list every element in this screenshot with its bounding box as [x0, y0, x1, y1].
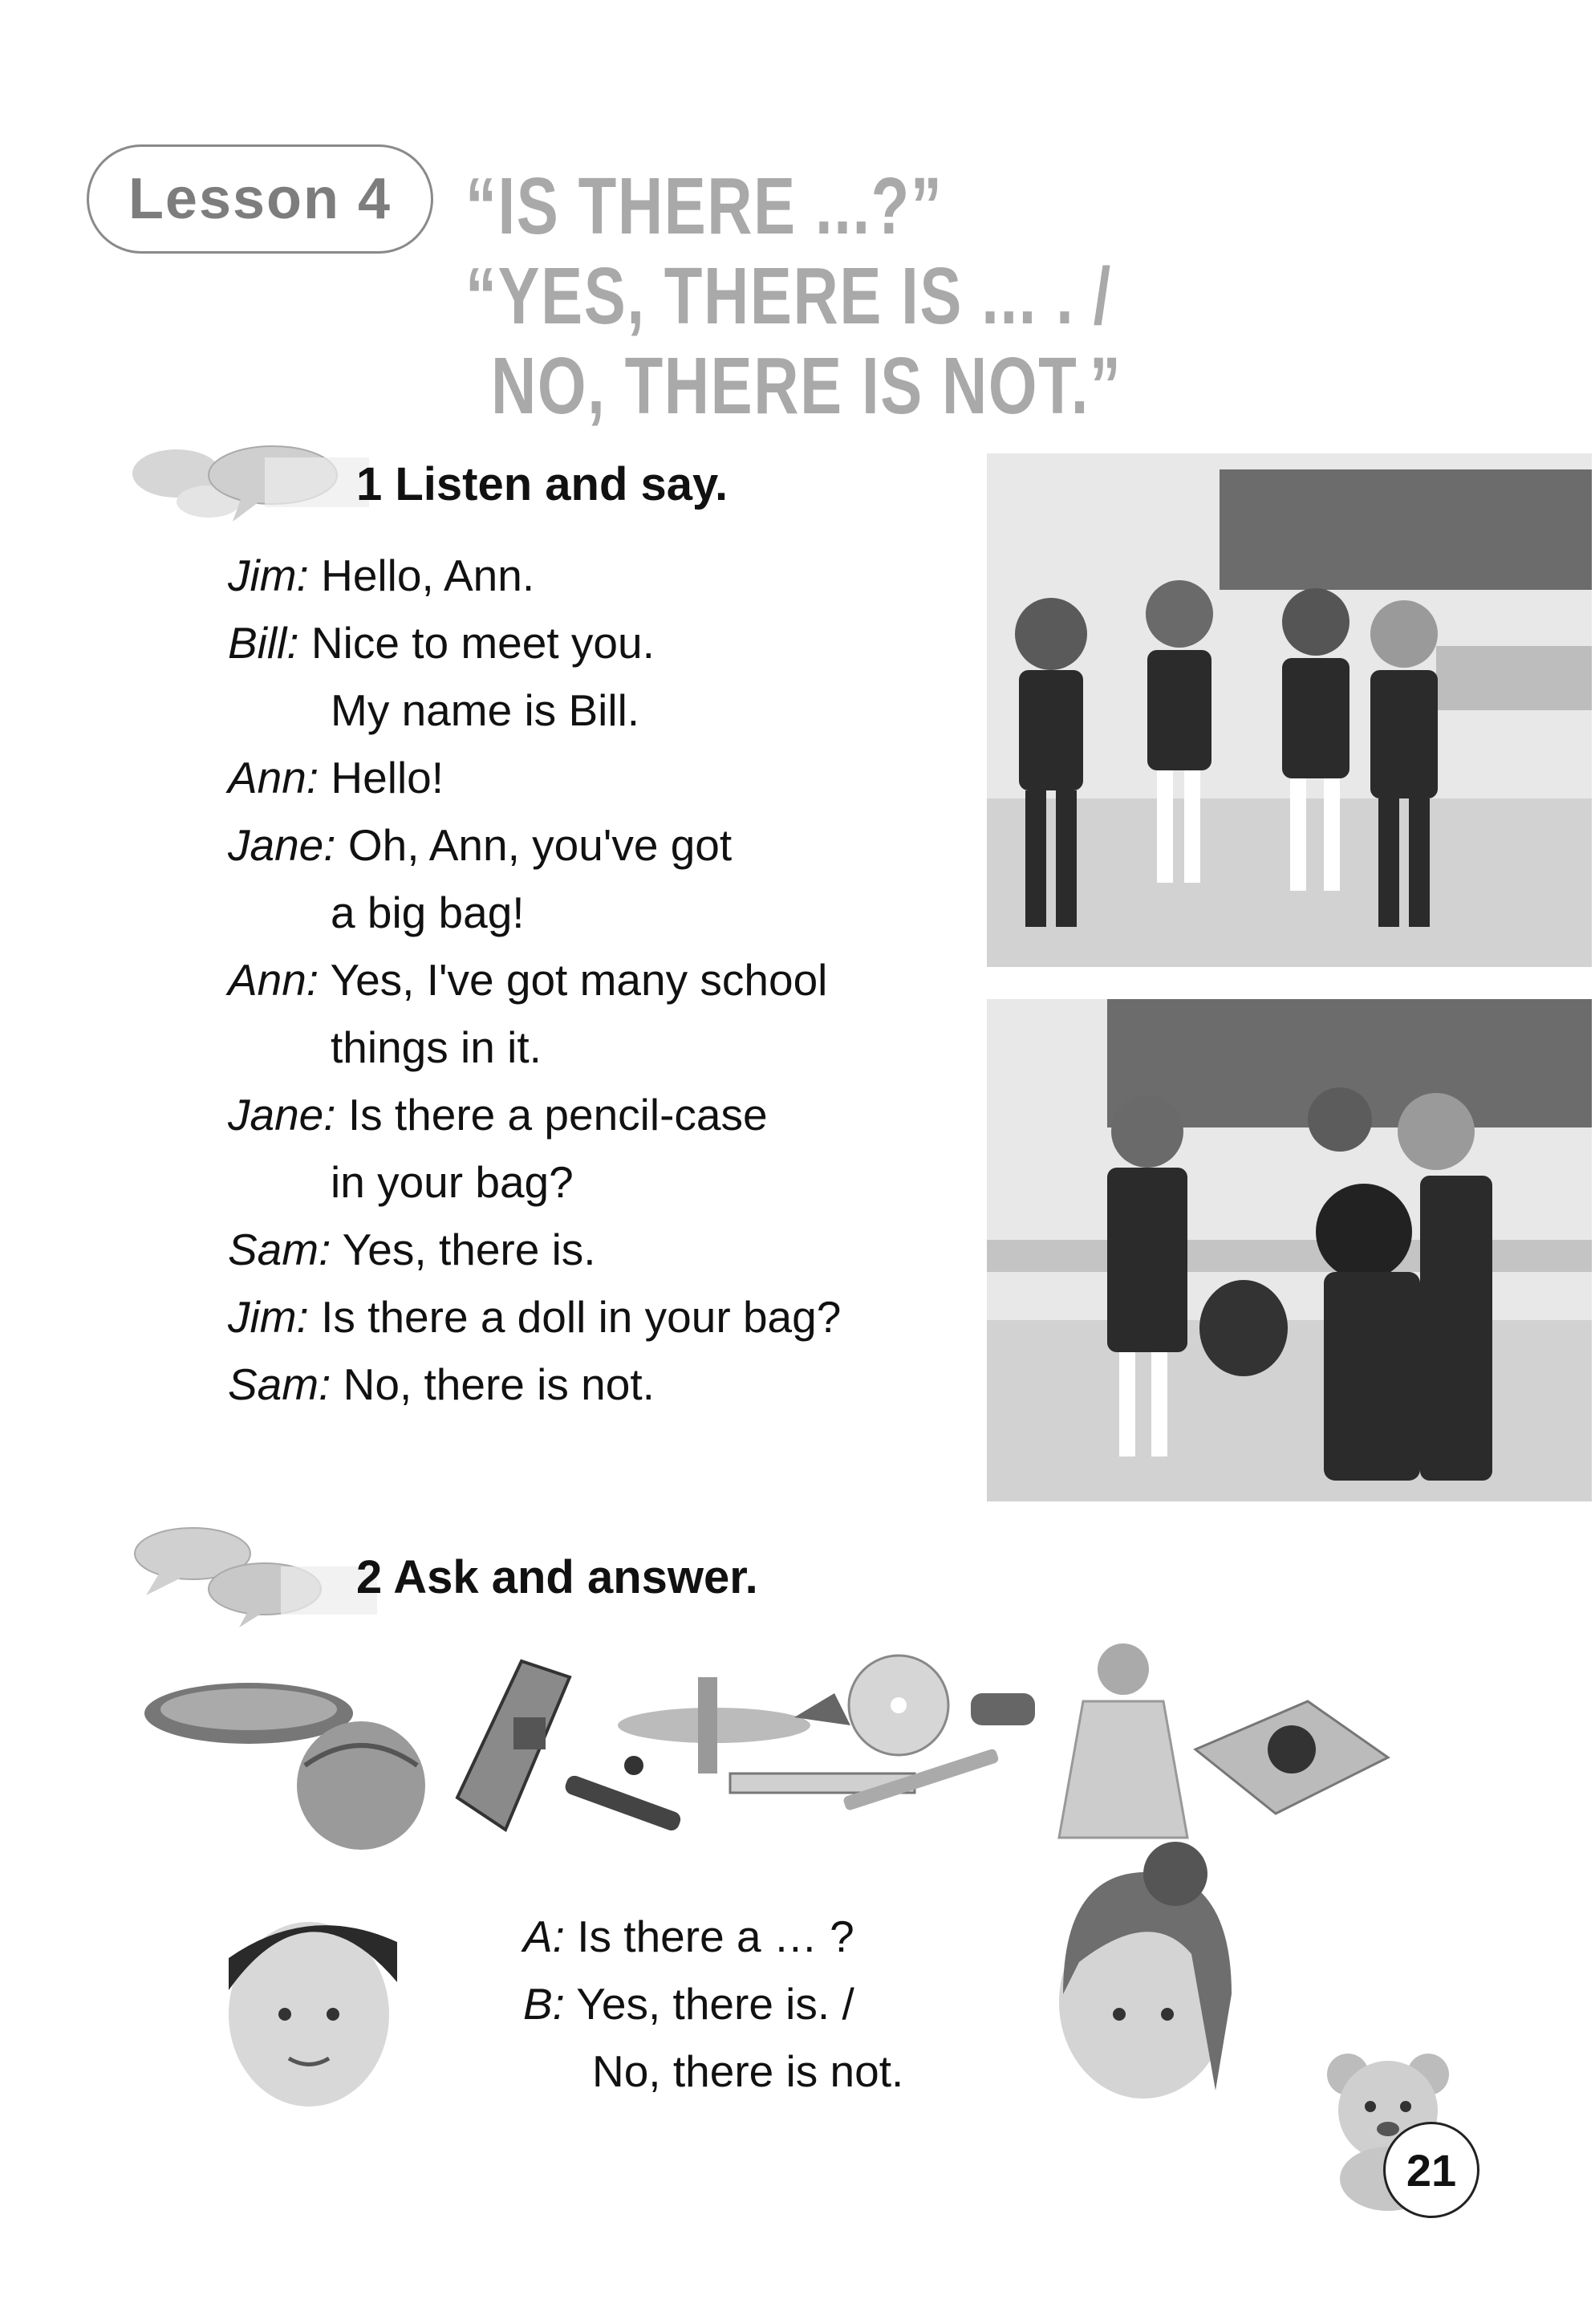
book-icon — [457, 1661, 570, 1830]
speech-bubbles-icon — [120, 425, 369, 538]
lesson-title-line-1: “IS THERE ...?” — [465, 161, 944, 251]
dialogue-line: in your bag? — [331, 1157, 574, 1207]
page-number: 21 — [1406, 2144, 1457, 2196]
pencil-case-icon — [144, 1683, 353, 1744]
boy-portrait-illustration — [205, 1894, 413, 2119]
dialogue-line: things in it. — [331, 1022, 542, 1072]
pattern-line: B: Yes, there is. / — [523, 1979, 854, 2029]
lesson-label: Lesson 4 — [128, 167, 392, 231]
cd-icon — [849, 1656, 948, 1755]
illustration-bag-conversation — [987, 999, 1592, 1501]
section-2-title: 2 Ask and answer. — [356, 1551, 758, 1603]
marker-icon — [563, 1773, 683, 1833]
picture-book-icon — [1195, 1701, 1388, 1814]
dialogue-line: Jim: Is there a doll in your bag? — [228, 1292, 842, 1342]
dialogue-line: a big bag! — [331, 888, 525, 937]
dialogue-line: Ann: Hello! — [228, 753, 444, 802]
page-number-badge — [1383, 2122, 1479, 2218]
dialogue-line: My name is Bill. — [331, 685, 640, 735]
illustration-children-greeting — [987, 453, 1592, 967]
girl-portrait-illustration — [1031, 1842, 1256, 2107]
toy-plane-icon — [618, 1677, 810, 1775]
lesson-badge — [87, 144, 433, 254]
speech-bubbles-icon — [128, 1515, 377, 1627]
lesson-title-line-3: NO, THERE IS NOT.” — [491, 341, 1122, 431]
dialogue-line: Jane: Is there a pencil-case — [228, 1090, 768, 1140]
dialogue-line: Sam: Yes, there is. — [228, 1225, 596, 1274]
doll-icon — [1059, 1643, 1187, 1838]
pattern-line: No, there is not. — [592, 2046, 904, 2096]
sharpener-icon — [971, 1693, 1035, 1725]
pattern-line: A: Is there a … ? — [523, 1912, 854, 1961]
section-1-title: 1 Listen and say. — [356, 458, 729, 510]
school-objects-illustration — [136, 1629, 1396, 1870]
lesson-title-line-2: “YES, THERE IS ... . / — [465, 251, 1112, 341]
dialogue-line: Sam: No, there is not. — [228, 1359, 655, 1409]
dialogue-line: Jane: Oh, Ann, you've got — [228, 820, 733, 870]
ball-icon — [297, 1721, 425, 1850]
dialogue-line: Ann: Yes, I've got many school — [228, 955, 828, 1005]
dialogue-line: Bill: Nice to meet you. — [228, 618, 655, 668]
dialogue-line: Jim: Hello, Ann. — [228, 551, 535, 600]
